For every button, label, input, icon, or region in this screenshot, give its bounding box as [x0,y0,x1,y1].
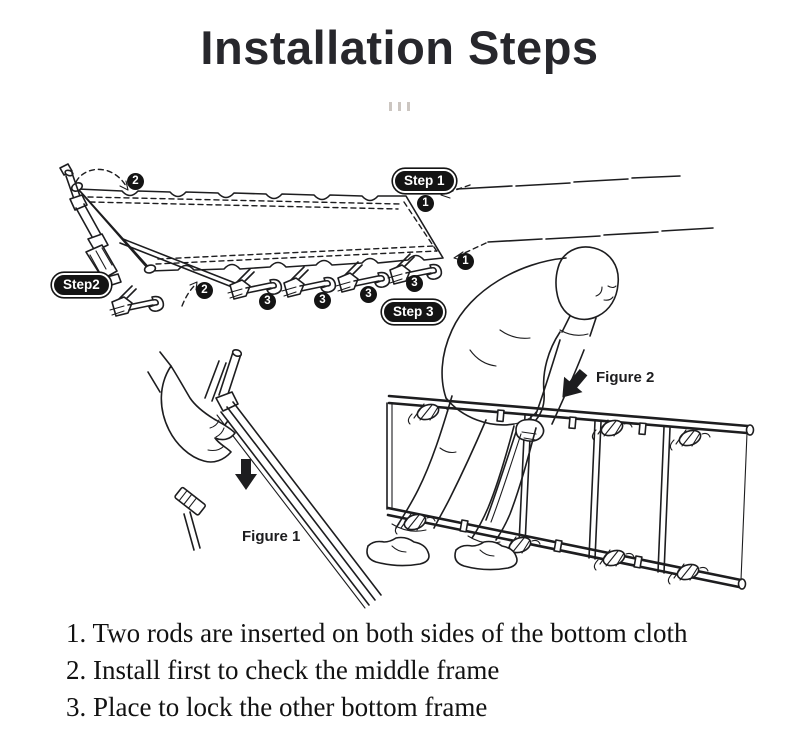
step2-badge: Step2 [52,273,111,297]
marker-3d: 3 [406,275,423,292]
instructions-list [66,615,688,726]
step1-badge: Step 1 [393,169,456,193]
down-left-arrow-icon [553,364,593,405]
marker-2a: 2 [127,173,144,190]
marker-1a: 1 [417,195,434,212]
page-title: Installation Steps [200,21,599,74]
marker-3b: 3 [314,292,331,309]
figure2-label: Figure 2 [596,369,655,386]
marker-1b: 1 [457,253,474,270]
figure2-frame-drawing [387,396,754,589]
bottom-cloth-drawing [70,181,443,274]
marker-3a: 3 [259,293,276,310]
marker-3c: 3 [360,286,377,303]
instruction-line: 3. Place to lock the other bottom frame [66,692,488,722]
instruction-line: 1. Two rods are inserted on both sides of the bottom cloth [66,618,688,648]
instruction-line: 2. Install first to check the middle frame [66,655,500,685]
figure1-label: Figure 1 [242,528,301,545]
step3-badge: Step 3 [382,300,445,324]
figure1-drawing [148,349,381,608]
marker-2b: 2 [196,282,213,299]
